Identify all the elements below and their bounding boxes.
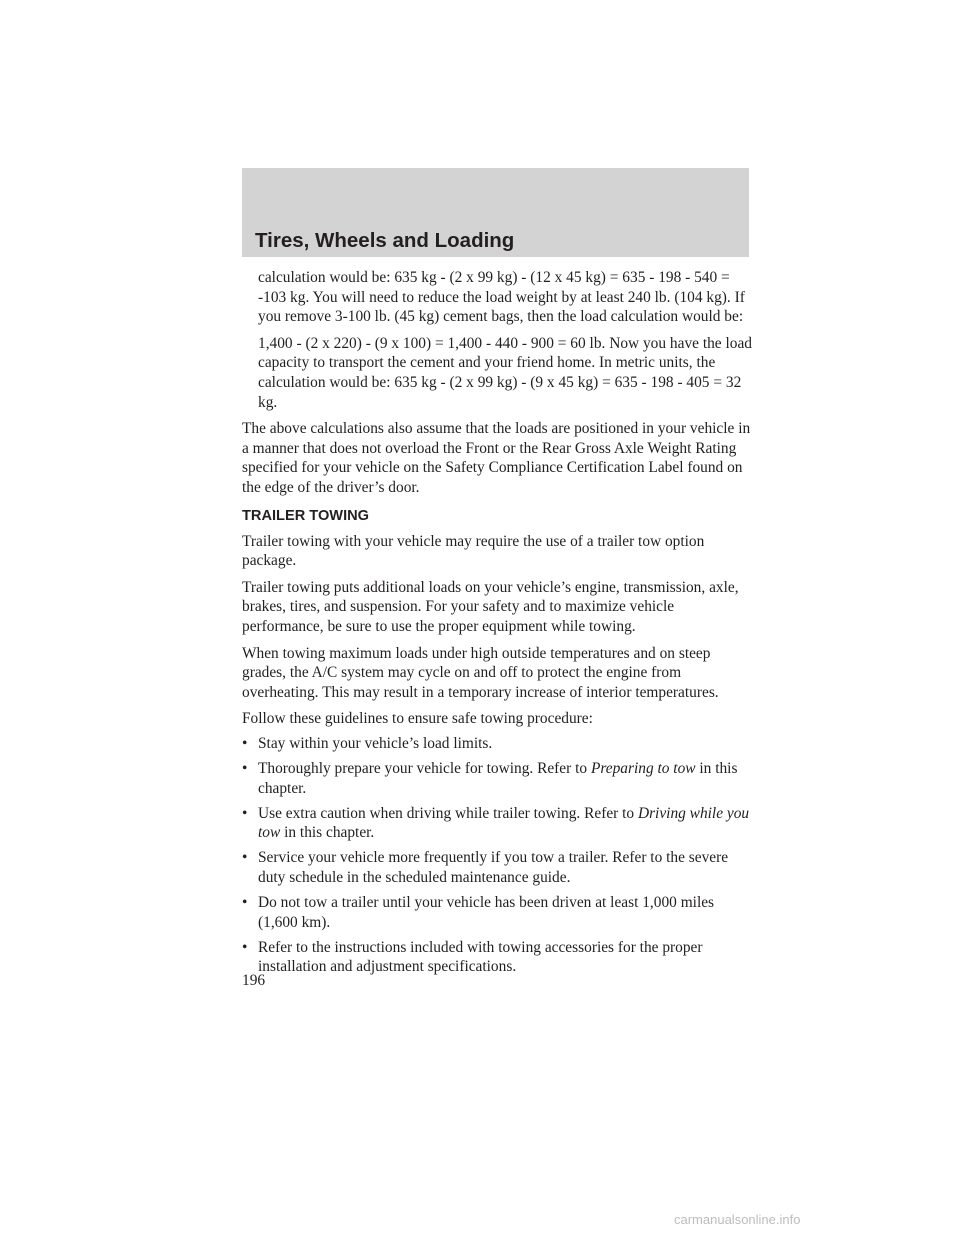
list-item [242,848,752,887]
paragraph: When towing maximum loads under high outside temperatures and on steep grades, the A/C system may cycle on and off to protect the engine from overheating. This may result in a temporary increase of interior temperatures. [242,644,719,701]
list-item [242,893,752,932]
list-item [242,734,752,754]
list-item-text: Do not tow a trailer until your vehicle has been driven at least 1,000 miles (1,600 km). [258,894,715,931]
paragraph: Trailer towing puts additional loads on your vehicle’s engine, transmission, axle, brakes, tires, and suspension. For your safety and to maximize vehicle performance, be sure to use the proper equipment while towing. [242,578,739,635]
paragraph: 1,400 - (2 x 220) - (9 x 100) = 1,400 - 440 - 900 = 60 lb. Now you have the load capacity to transport the cement and your friend home. In metric units, the calculation would be: 635 kg - (2 x 99 kg) - (9 x 45 kg) = 635 - 198 - 405 = 32 kg. [258,334,752,411]
paragraph: Follow these guidelines to ensure safe towing procedure: [242,710,593,728]
list-item-text: Service your vehicle more frequently if you tow a trailer. Refer to the severe duty schedule in the scheduled maintenance guide. [258,849,729,886]
list-item-text: Refer to the instructions included with towing accessories for the proper installation and adjustment specifications. [258,938,703,976]
page-content [242,268,752,982]
cross-reference: Driving while you tow [258,804,750,842]
section-title: Tires, Wheels and Loading [255,229,515,252]
paragraph: Trailer towing with your vehicle may require the use of a trailer tow option package. [242,532,705,570]
bullet-icon: • [242,849,248,867]
bullet-icon: • [242,938,248,956]
cross-reference: Preparing to tow [590,759,696,777]
watermark: carmanualsonline.info [674,1212,801,1227]
list-item-text: Thoroughly prepare your vehicle for towing. Refer to [258,759,591,777]
paragraph: calculation would be: 635 kg - (2 x 99 kg) - (12 x 45 kg) = 635 - 198 - 540 = -103 kg. You will need to reduce the load weight by at least 240 lb. (104 kg). If you remove 3-100 lb. (45 kg) cement bags, then the load calculation would be: [258,269,745,326]
list-item-text: in this chapter. [258,759,738,797]
page-number: 196 [242,972,266,989]
bullet-icon: • [242,894,248,912]
bullet-icon: • [242,734,248,752]
list-item [242,804,752,843]
list-item-text: in this chapter. [280,824,375,842]
bullet-icon: • [242,759,248,777]
list-item [242,938,752,977]
guidelines-list [242,734,752,977]
list-item-text: Use extra caution when driving while trailer towing. Refer to [258,804,638,822]
list-item [242,759,752,798]
section-heading: TRAILER TOWING [242,507,370,524]
bullet-icon: • [242,804,248,822]
list-item-text: Stay within your vehicle’s load limits. [258,734,493,752]
paragraph: The above calculations also assume that the loads are positioned in your vehicle in a manner that does not overload the Front or the Rear Gross Axle Weight Rating specified for your vehicle on the Safety Compliance Certification Label found on the edge of the driver’s door. [242,420,751,496]
